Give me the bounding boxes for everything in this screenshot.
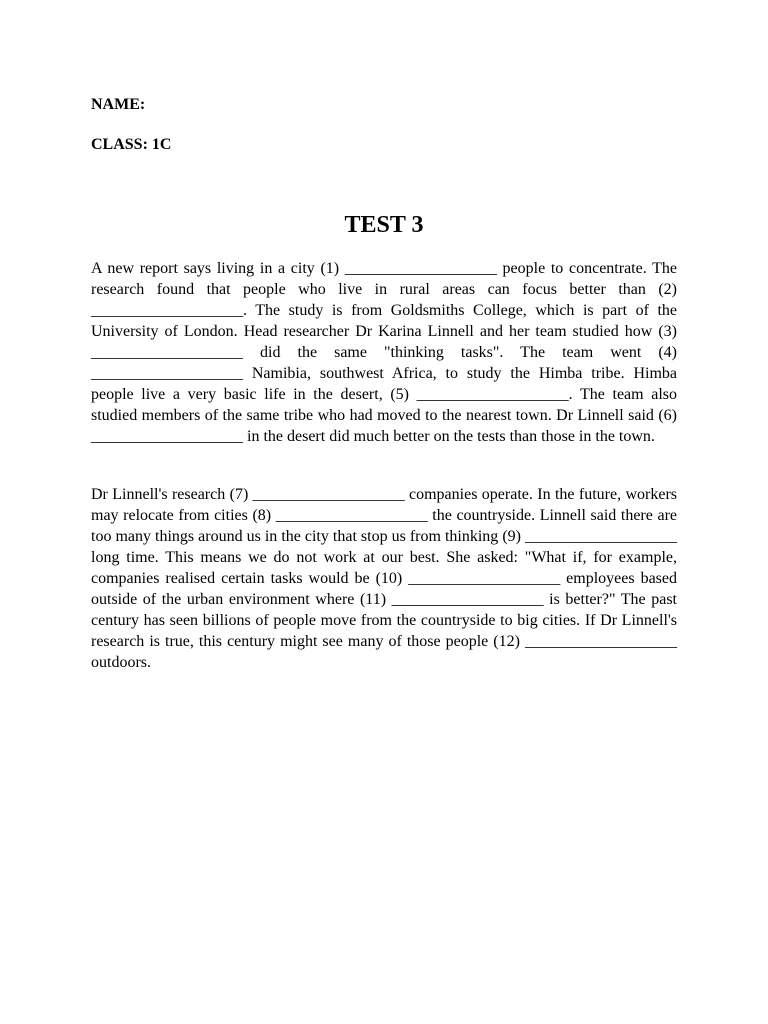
test-title: TEST 3: [344, 212, 424, 238]
class-label: CLASS: 1C: [91, 136, 172, 153]
paragraph-2: Dr Linnell's research (7) ___________________ companies operate. In the future, workers may relocate from cities (8) ___________________ the countryside. Linnell said there are too many things around us in the city that stop us from thinking (9) ___________________ long time. This means we do not work at our best. She asked: "What if, for example, companies realised certain tasks would be (10) ___________________ employees based outside of the urban environment where (11) ___________________ is better?" The past century has seen billions of people move from the countryside to big cities. If Dr Linnell's research is true, this century might see many of those people (12) ___________________ outdoors.: [91, 486, 677, 671]
name-label: NAME:: [91, 96, 146, 113]
paragraph-1: A new report says living in a city (1) ___________________ people to concentrate. The research found that people who live in rural areas can focus better than (2) ___________________. The study is from Goldsmiths College, which is part of the University of London. Head researcher Dr Karina Linnell and her team studied how (3) ___________________ did the same "thinking tasks". The team went (4) ___________________ Namibia, southwest Africa, to study the Himba tribe. Himba people live a very basic life in the desert, (5) ___________________. The team also studied members of the same tribe who had moved to the nearest town. Dr Linnell said (6) ___________________ in the desert did much better on the tests than those in the town.: [91, 260, 677, 445]
